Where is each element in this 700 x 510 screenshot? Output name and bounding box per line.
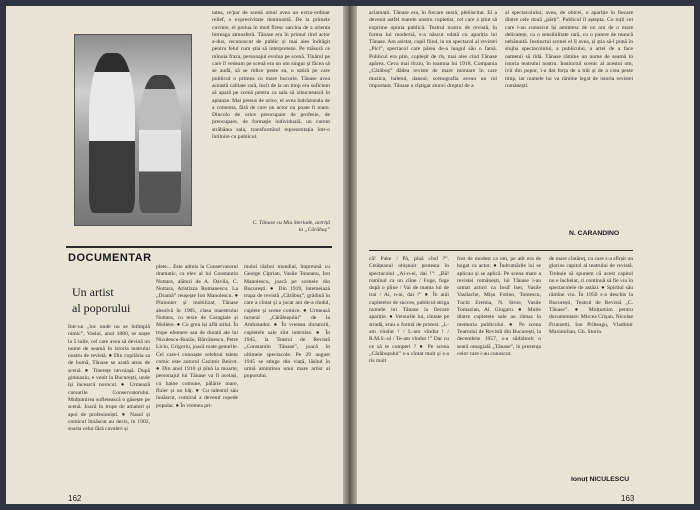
top-column-text: tatea, ce'par de scenă omul avea un extra-ordinar relief, o expresivitate dominantă. De la primele cuvinte, el prelua în mod firesc sarcina de a orienta întreaga atmosferă. Tănase era în primul rînd actor a-dus, recunoscut de public și mai ales îndrăgit pentru felul cum știa să interpreteze. Pe măsură ce mînuia fraza, personajul evolua pe scenă. Tînărul pe care îl vedeam pe scenă era un om singur și făcea să se audă, să se ridice peste ea, o satiră pe care publicul o primea cu mare bucurie. Tănase avea această calitate rară, încît de la un timp era suficient să apară pe scenă pentru ca sala să izbucnească în aplauze. Mai presus de orice, el avea îndrăzneala de a comenta, fără de care un actor nu poate fi mare. Dincolo de orice preocupare de profesie, de preocupare, de formație individuală, un curent străbătea sala, transformînd reprezentația într-o întîlnire cu publicul. xyxy=(212,10,330,141)
section-label: DOCUMENTAR xyxy=(68,252,152,264)
author-top: N. CARANDINO xyxy=(569,230,620,237)
right-page xyxy=(357,6,694,504)
page-number-right: 163 xyxy=(621,494,635,503)
book-gutter xyxy=(343,6,357,504)
right-bottom-column-1: că! Pake / Pă, pînă cînd ?”. Cetățeanul obișnuit protesta în spectacolul „Ai-n-ei, dai !”: „Bă! romînul ca un cîine / Fuge, fuge după o pîine / Vai de mama lui de trai / Ai, n-ai, dai !” ● În anii cupletelor de succes, publicul striga numele lui Tănase la fiecare apariție. ● Versurile lui, cîntate pe stradă, erau o formă de protest. „L-am vîndut ! / L-am vîndut ! / R.M.S.-ul / Te-am vîndut !” Dar cu ce să te cumperi ? ● Pe scena „Cărăbușului” s-a cîntat mult și s-a rîs mult xyxy=(369,256,449,365)
right-top-column-1: aclamații. Tănase era, în fiecare seară, plebiscitat. El a devenit astfel marele nostru cupletist, cel care a știut să exprime opinia publică. Teatrul nostru de revistă, în forma lui modernă, s-a născut odată cu apariția lui Tănase. Am asistat, copil fiind, la un spectacol al revistei „Pici”, spectacol care părea de-a lungul său o farsă. Publicul era plin, copleșit de rîs, mai ales cînd Tănase apărea. Ceva mai tîrziu, în toamna lui 1918, Compania „Cărăbuș” dădea reviste de mare montare în care muzica, baletul, dansul, scenografia aveau un rol important. Tănase a cîștigat atunci dreptul de a xyxy=(369,10,497,89)
author-bottom: Ionuț NICULESCU xyxy=(571,476,630,483)
right-top-column-2: al spectacolului; avea, de obicei, o apariție în fiecare dintre cele două „părți”. Publicul îl aștepta. Cu toții cei care l-au cunoscut își amintesc de un om de o mare delicatețe, cu o sensibilitate rară, cu o putere de muncă nebănuită. Instinctul scenei el îl avea, și știa să-l pună în slujba spectacolului, a publicului, a artei de a face oamenii să rîdă. Tănase rămîne un nume de seamă în istoria teatrului nostru. Instinctul scenic al acestui om, ivit din popor, i-a dat forța de a trăi și de a crea peste timp, iar numele lui va rămîne legat de istoria revistei românești. xyxy=(505,10,633,89)
divider-rule xyxy=(369,250,633,251)
left-page xyxy=(6,6,343,504)
photo-caption-line1: C. Tănase cu Mia Steriade, actriță xyxy=(252,220,330,226)
article-title-line2: al poporului xyxy=(72,301,131,315)
photo-tanase-steriade xyxy=(74,34,192,226)
page-number-left: 162 xyxy=(68,494,82,503)
section-rule xyxy=(66,246,332,248)
article-column-3: mului război mondial, împreună cu George Ciprian, Vasile Toneanu, Ion Manolescu, joacă pe scenele din București. ● Din 1919, întemeiază trupa de revistă „Cărăbuș”, grădină în care a cîntat și a jucat ani de-a rîndul, cuplete și scene comice. ● Urmează turneul „Cărăbușului” de la Ambasador. ● În vremea dictaturii, cupletele sale sînt interzise. ● În 1945, la Teatrul de Revistă „Constantin Tănase”, joacă în ultimele spectacole. Pe 29 august 1945 se stinge din viață, lăsînd în urmă amintirea unui mare artist al poporului. xyxy=(244,264,330,380)
article-title-line1: Un artist xyxy=(72,285,114,299)
article-column-1: Într-un „loc unde nu se întîmplă nimic”, Vaslui, anul 1880, se naște la 5 iulie, cel care avea să devină un nume de seamă în istoria teatrului nostru de revistă. ● Din copilăria sa de humă, Tănase se arată atras de scenă. ● Tinerețe nevoiașă. După gimnaziu, e venit la București, unde își încearcă norocul. ● Urmează cursurile Conservatorului. Mulțumirea sufletească o găsește pe scenă. Joacă în trupe de amatori și apoi de profesioniști. ● Nasul și comicul înnăscut au decis, în 1902, soarta celui fără cavaleri și xyxy=(68,324,150,433)
article-title xyxy=(72,284,148,316)
right-bottom-column-3: de mare cîntăreț, cu care s-a sfîrșit un glorios capitol al teatrului de revistă. Trebuie să spunem că acest capitol nu e încheiat, ci continuă să fie viu în spectacolele de astăzi. ● Spiritul său rămîne viu. În 1950 s-a deschis la București, Teatrul de Revistă „C. Tănase”. ● Mulțumim pentru documentare: Mircea Crișan, Nicolae Frunzetti, Ion Pribeagu, Vladimir Maximilian, Gh. Storin. xyxy=(549,256,633,335)
photo-caption-line2: la „Cărăbuș” xyxy=(298,227,330,233)
right-bottom-column-2: fost de modest ca om, pe atît era de bogat ca actor. ● Îndrumările lui se aplicau și se aplică. Pe scena mare a revistei românești, lui Tănase i-au urmat actori ca Iosif Iser, Vasile Vasilache, Mișu Fotino, Tomescu, Tuchi Eremia, N. Stroe, Vasile Tomazian, Al. Giugaru. ● Multe dintre cupletele sale au rămas în memoria publicului. ● Pe scena Teatrului de Revistă din București, la decembrie 1957, s-a sărbătorit o seară omagială „Tănase”, în prezența celor care l-au cunoscut. xyxy=(457,256,541,357)
photo-caption xyxy=(196,220,330,234)
article-column-2: plete... Este admis la Conservatorul dramatic, ca elev al lui Constantin Nottara, alături de A. Davila, C. Nottara, Aristizza Romanescu. La „Dramă” reușește Ion Manolescu. ● Plutonier și mobilizat, Tănase absolvă în 1905, clasa maestrului Nottara, cu texte de Caragiale și Molière. ● Cu greu își află stilul. În trupe efemere sau de durată ale lui Niculescu-Buzău, Bărcănescu, Petre Liciu, Grigoriu, joacă toate genurile. Cel care-i cunoaște celebrul talent comic este autorul Cazimir Belcot. ● Din anul 1910 și pînă la moarte, personajul lui Tănase va fi același, cu haine comune, pălărie mare, fluier și un băț. ● Cu talentul său înnăscut, comicul a devenit repede popular. ● În vremea pri- xyxy=(156,264,238,409)
